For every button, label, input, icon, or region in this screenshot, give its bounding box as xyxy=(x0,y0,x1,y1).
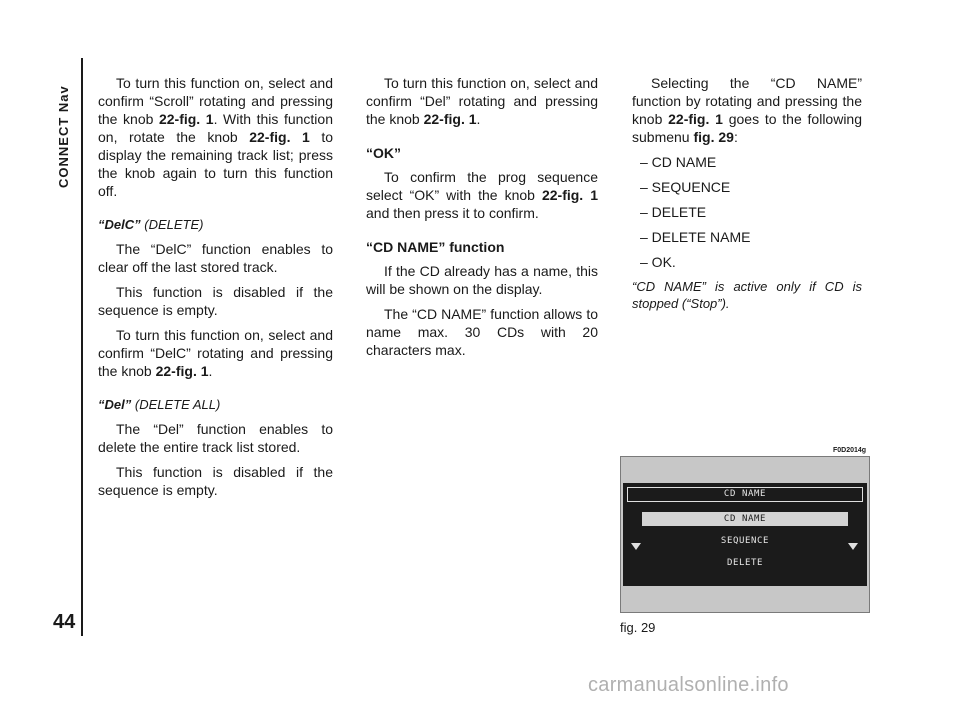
scroll-down-left-icon xyxy=(631,543,641,550)
paragraph: To confirm the prog sequence select “OK” with the knob 22-fig. 1 and then press it to confirm. xyxy=(366,169,598,221)
paragraph: Selecting the “CD NAME” function by rotating and pressing the knob 22-fig. 1 goes to the following submenu fig. 29: xyxy=(632,75,863,145)
paragraph: The “CD NAME” function allows to name max. 30 CDs with 20 characters max. xyxy=(366,306,598,358)
display-menu-item-selected: CD NAME xyxy=(642,512,848,526)
paragraph: If the CD already has a name, this will be shown on the display. xyxy=(366,263,598,297)
paragraph: This function is disabled if the sequence is empty. xyxy=(98,464,333,498)
figure-code: F0D2014g xyxy=(833,447,867,454)
list-item: – SEQUENCE xyxy=(640,179,731,195)
paragraph: To turn this function on, select and confirm “Scroll” rotating and pressing the knob 22-fig. 1. With this function on, rotate the knob 22-fig. 1 to display the remaining track list; press the knob again to turn this function off. xyxy=(98,75,334,199)
display-menu-item: SEQUENCE xyxy=(720,536,770,546)
vertical-rule xyxy=(81,58,83,636)
paragraph: The “DelC” function enables to clear off the last stored track. xyxy=(98,241,333,275)
heading-del: “Del” (DELETE ALL) xyxy=(98,397,221,412)
column-3 xyxy=(632,74,862,319)
list-item: – OK. xyxy=(640,254,676,270)
watermark: carmanualsonline.info xyxy=(588,674,789,696)
list-item: – DELETE xyxy=(640,204,707,220)
list-item: – DELETE NAME xyxy=(640,229,751,245)
display-header: CD NAME xyxy=(627,487,863,502)
paragraph: This function is disabled if the sequence is empty. xyxy=(98,284,333,318)
page-number: 44 xyxy=(53,611,76,633)
column-1 xyxy=(98,74,333,506)
scroll-down-right-icon xyxy=(848,543,858,550)
heading-ok: “OK” xyxy=(366,145,401,161)
figure-caption: fig. 29 xyxy=(620,620,656,635)
paragraph: To turn this function on, select and confirm “DelC” rotating and pressing the knob 22-fig. 1. xyxy=(98,327,333,379)
column-2 xyxy=(366,74,598,366)
display-menu-item: DELETE xyxy=(726,558,764,568)
list-item: – CD NAME xyxy=(640,154,717,170)
paragraph: The “Del” function enables to delete the entire track list stored. xyxy=(98,421,333,455)
note: “CD NAME” is active only if CD is stopped (“Stop”). xyxy=(632,279,862,311)
sidebar-title: CONNECT Nav xyxy=(56,85,71,188)
heading-cd-name-function: “CD NAME” function xyxy=(366,239,505,255)
paragraph: To turn this function on, select and confirm “Del” rotating and pressing the knob 22-fig. 1. xyxy=(366,75,598,127)
heading-delc: “DelC” (DELETE) xyxy=(98,217,204,232)
